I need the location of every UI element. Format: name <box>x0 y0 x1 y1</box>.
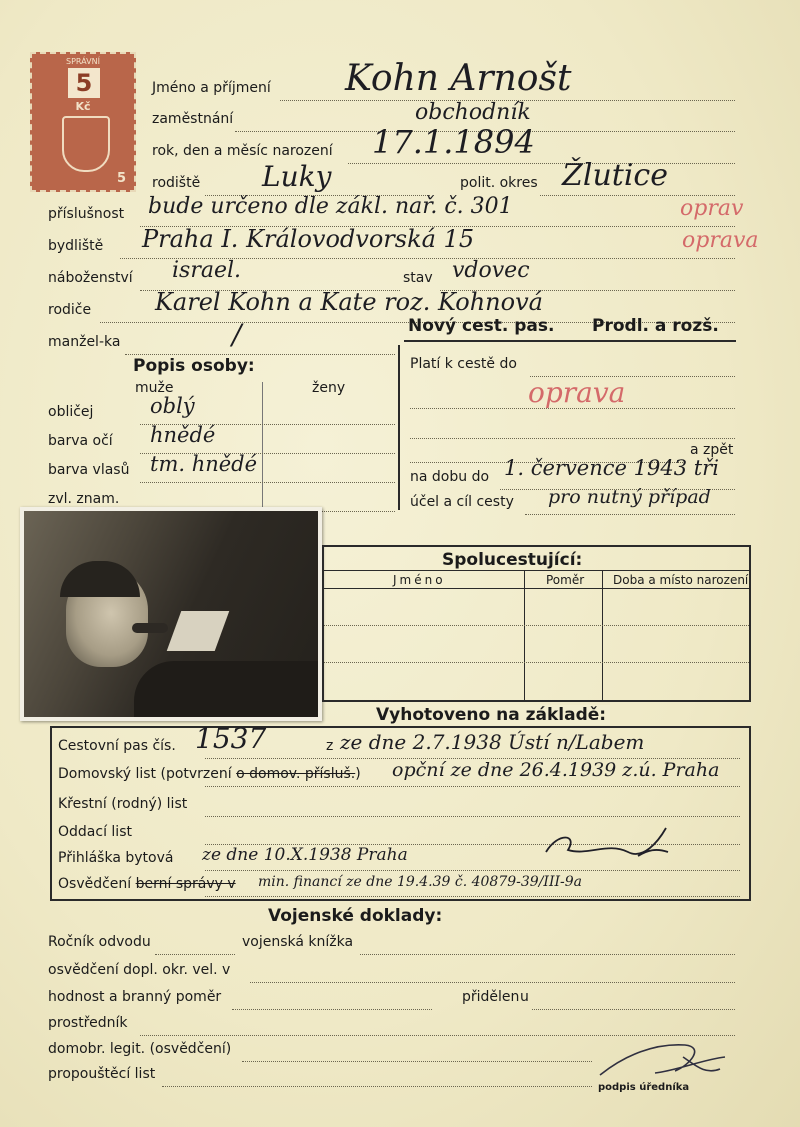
label-knizka: vojenská knížka <box>242 934 354 950</box>
label-manzel: manžel-ka <box>48 334 121 350</box>
line-u <box>532 1009 735 1010</box>
heading-prodl: Prodl. a rozš. <box>592 316 719 336</box>
label-prislusnost: příslušnost <box>48 206 125 222</box>
line-hodnost <box>232 1009 432 1010</box>
label-propousteci: propouštěcí list <box>48 1066 156 1082</box>
label-ucel: účel a cíl cesty <box>410 494 514 510</box>
value-rodiste: Luky <box>262 160 332 193</box>
vyhotoveno-mid-0: z <box>326 738 334 754</box>
vyhotoveno-label-text-2: Křestní (rodný) list <box>58 796 188 812</box>
label-zamestnani: zaměstnání <box>152 111 234 127</box>
label-polit-okres: polit. okres <box>460 175 538 191</box>
value-prislusnost-correction: oprav <box>680 196 744 221</box>
pas-header-rule <box>404 340 736 342</box>
value-na-dobu: 1. července 1943 tři <box>504 456 719 480</box>
stamp-value: 5 <box>68 68 100 98</box>
label-bydliste: bydliště <box>48 238 104 254</box>
stamp-corner-value: 5 <box>116 171 126 186</box>
vyhotoveno-label-0 <box>58 738 176 754</box>
lion-emblem-icon <box>62 116 110 172</box>
line-knizka <box>360 954 735 955</box>
popis-label-0: obličej <box>48 404 94 420</box>
label-narozeni: rok, den a měsíc narození <box>152 143 333 159</box>
line-rocnik <box>155 954 235 955</box>
spolu-col-2 <box>602 570 603 700</box>
popis-divider <box>262 382 263 517</box>
spolu-header-line <box>324 570 749 571</box>
label-hodnost: hodnost a branný poměr <box>48 989 222 1005</box>
popis-label-1: barva očí <box>48 433 113 449</box>
popis-label-3: zvl. znam. <box>48 491 120 507</box>
label-podpis: podpis úředníka <box>598 1082 690 1093</box>
line-plati-3 <box>410 438 735 439</box>
label-pridelen: přidělen <box>462 989 520 1005</box>
label-rodice: rodiče <box>48 302 92 318</box>
line-propousteci <box>162 1086 592 1087</box>
vyhotoveno-label-end-1: ) <box>355 766 361 782</box>
value-bydliste-correction: oprava <box>682 228 759 253</box>
spolu-col-1 <box>524 570 525 700</box>
value-stav: vdovec <box>452 258 530 283</box>
spolu-row-1 <box>324 625 749 626</box>
popis-value-2: tm. hnědé <box>150 452 258 476</box>
label-u: u <box>520 989 529 1005</box>
vyhotoveno-value2-0: ze dne 2.7.1938 Ústí n/Labem <box>340 730 645 754</box>
label-osvedceni-dopl: osvědčení dopl. okr. vel. v <box>48 962 231 978</box>
value-zamestnani: obchodník <box>415 100 531 125</box>
line-manzel <box>125 354 395 355</box>
vyhotoveno-value-5: min. financí ze dne 19.4.39 č. 40879-39/III-9a <box>258 874 582 890</box>
vyhotoveno-label-text-0: Cestovní pas čís. <box>58 738 176 754</box>
vyhotoveno-value-1: opční ze dne 26.4.1939 z.ú. Praha <box>392 759 720 781</box>
vyhotoveno-value-0: 1537 <box>195 722 267 755</box>
vyhotoveno-label-struck-5: berní správy v <box>135 876 236 892</box>
heading-vojenske: Vojenské doklady: <box>268 906 443 926</box>
vyhotoveno-label-2 <box>58 796 187 812</box>
vyhotoveno-label-text-1: Domovský list (potvrzení <box>58 766 232 782</box>
label-domobr: domobr. legit. (osvědčení) <box>48 1041 232 1057</box>
vyhotoveno-label-1 <box>58 766 361 782</box>
popis-label-2: barva vlasů <box>48 462 130 478</box>
heading-spolucestujici: Spolucestující: <box>442 550 583 570</box>
label-rodiste: rodiště <box>152 175 201 191</box>
value-polit-okres: Žlutice <box>562 158 668 193</box>
vyhotoveno-label-struck-1: o domov. přísluš. <box>236 766 356 782</box>
portrait-photo <box>20 507 322 721</box>
stamp-unit: Kč <box>75 100 91 113</box>
heading-popis-osoby: Popis osoby: <box>133 356 255 376</box>
line-plati-2 <box>410 408 735 409</box>
popis-line-2 <box>140 482 395 483</box>
vyhotoveno-label-3 <box>58 824 132 840</box>
value-bydliste: Praha I. Královodvorská 15 <box>142 225 475 253</box>
popis-value-0: oblý <box>150 394 195 418</box>
spolu-header-pomer: Poměr <box>546 573 585 587</box>
spolu-row-2 <box>324 662 749 663</box>
label-prostrednik: prostředník <box>48 1015 128 1031</box>
value-prislusnost: bude určeno dle zákl. nař. č. 301 <box>148 194 513 219</box>
label-stav: stav <box>403 270 433 286</box>
vyhotoveno-label-text-3: Oddací list <box>58 824 132 840</box>
vyhotoveno-line-5 <box>205 896 740 897</box>
vyhotoveno-line-1 <box>205 786 740 787</box>
value-rodice: Karel Kohn a Kate roz. Kohnová <box>155 288 543 316</box>
popis-right-border <box>398 345 400 510</box>
label-zeny: ženy <box>312 380 346 396</box>
label-na-dobu: na dobu do <box>410 469 490 485</box>
label-nabozenstvi: náboženství <box>48 270 133 286</box>
heading-vyhotoveno: Vyhotoveno na základě: <box>372 705 610 725</box>
revenue-stamp <box>30 52 136 192</box>
spolu-header-doba: Doba a místo narození <box>613 573 749 587</box>
label-muze: muže <box>135 380 174 396</box>
value-narozeni: 17.1.1894 <box>372 123 535 161</box>
stamp-text: SPRÁVNÍ <box>66 57 100 66</box>
value-nabozenstvi: israel. <box>172 258 242 283</box>
value-manzel: / <box>232 318 242 351</box>
label-jmeno: Jméno a příjmení <box>152 80 271 96</box>
value-plati: oprava <box>528 376 626 409</box>
vyhotoveno-label-text-5: Osvědčení <box>58 876 132 892</box>
value-jmeno: Kohn Arnošt <box>345 58 572 99</box>
popis-value-1: hnědé <box>150 423 216 447</box>
spolu-header-jmeno: Jméno <box>393 573 446 587</box>
vyhotoveno-line-2 <box>205 816 740 817</box>
vyhotoveno-label-text-4: Přihláška bytová <box>58 850 174 866</box>
label-rocnik: Ročník odvodu <box>48 934 151 950</box>
line-osvedceni-dopl <box>250 982 735 983</box>
value-ucel: pro nutný případ <box>548 486 711 508</box>
label-zpet: a zpět <box>690 442 734 458</box>
vyhotoveno-value-4: ze dne 10.X.1938 Praha <box>202 845 408 865</box>
line-ucel <box>525 514 735 515</box>
clerk-signature <box>538 822 678 872</box>
vyhotoveno-label-4 <box>58 850 173 866</box>
vyhotoveno-label-5 <box>58 876 236 892</box>
spolu-sub-line <box>324 588 749 589</box>
line-narozeni <box>348 163 735 164</box>
official-signature <box>595 1035 730 1083</box>
line-domobr <box>242 1061 592 1062</box>
label-plati: Platí k cestě do <box>410 356 517 372</box>
heading-novy-pas: Nový cest. pas. <box>408 316 555 336</box>
